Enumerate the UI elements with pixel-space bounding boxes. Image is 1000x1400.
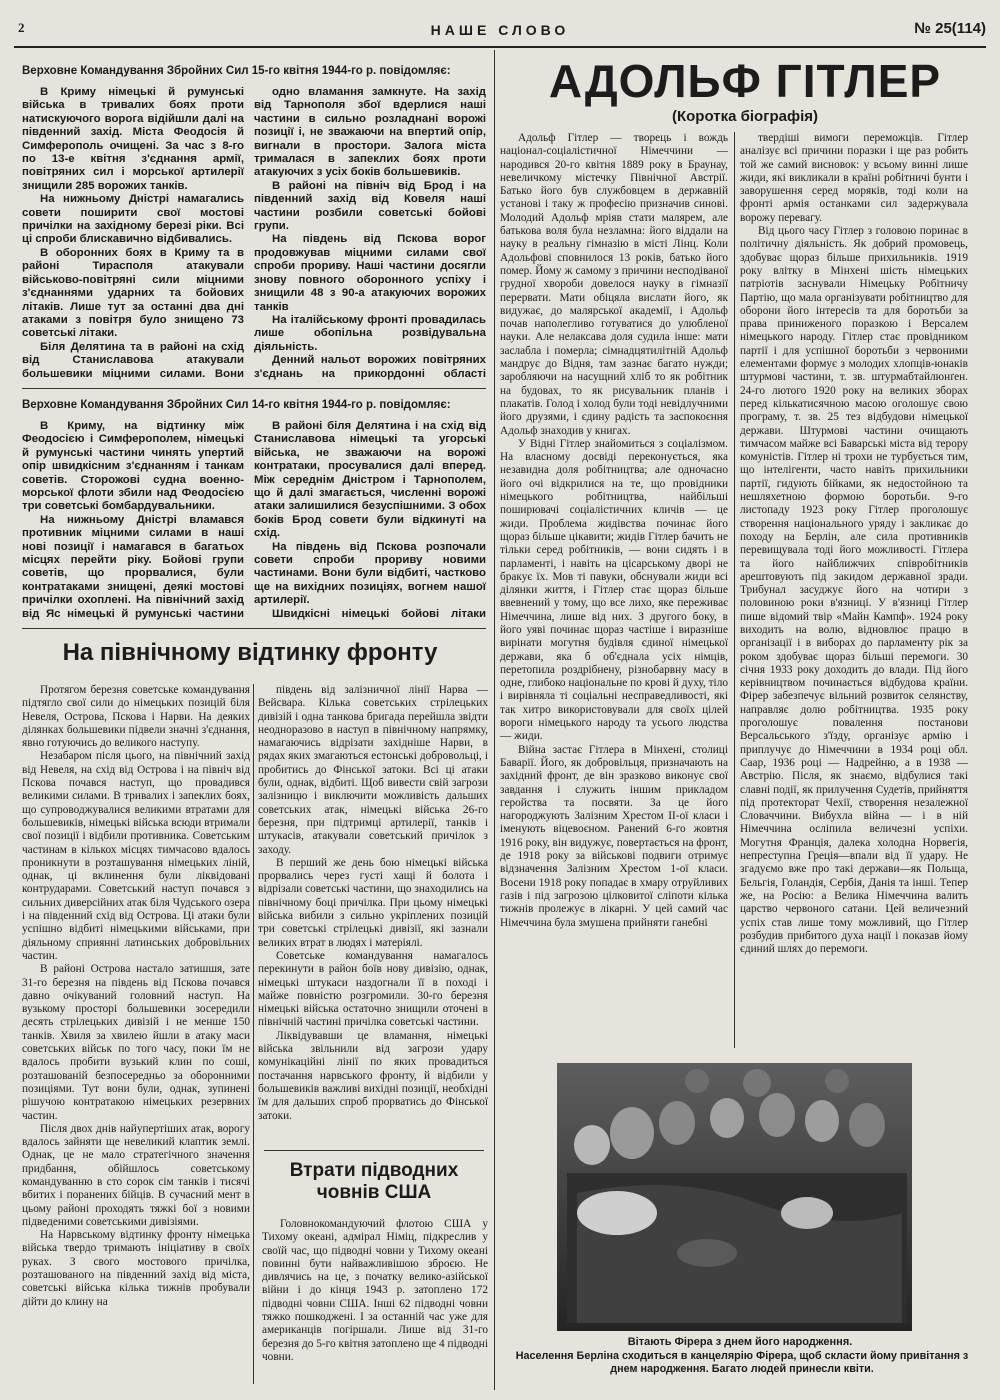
paragraph: південь від залізничної лінії Нарва — Вейсвара. Кілька советських стрілецьких дивізій і одна танкова бригада перейшла звідти неодноразово в наступ в північному напрямку, намагаючись відрізати західніше Нарви, в рядах яких змагаються естонські добровольці, і пробитись до Фінської затоки. Всі ці атаки були, однак, відбиті. Щоб вивести свій загрози залізницю і виключити можливість дальших советських атак, німецькі війська 26-го березня, при підтримці артилерії, танків і штукасів, атакували советський причілок з заходу. [258,684,488,856]
paragraph: Біля Делятина та в районі на схід від Станиславова атакували большевики міцними силами. Вони [22,340,244,380]
report-14-left [22,420,244,620]
crowd-photo [557,1063,912,1331]
submarine-article-body [262,1218,488,1388]
paragraph: Протягом березня советське командування підтягло свої сили до німецьких позицій біля Невеля, Острова, Пскова і Нарви. На деяких ділянках большевики підвели значні з'єднання, явно готуючись до великого наступу. [22,684,250,750]
column-rule [734,132,735,1048]
divider [22,628,486,629]
bio-article-title: АДОЛЬФ ГІТЛЕР [548,55,942,107]
column-rule [494,50,495,1390]
report-14-header: Верховне Командування Збройних Сил 14-го квітня 1944-го р. повідомляє: [22,399,451,411]
paragraph: Незабаром після цього, на північний захід від Невеля, на схід від Острова і на північ від Пскова почався наступ, що провадився великими силами. В тривалих і запеклих боях, що супроводжувалися великими втратами для большевиків, німецькі війська всюди втримали свої позиції і відбили противника. Советським частинам в кількох місцях тимчасово вдалось проникнути в розташування німецьких ліній, однак, ці вклинення були ліквідовані контрударами. Советський наступ почався з сильних диверсійних атак біля Чудського озера і на південний схід від Острова. Ці атаки були успішно відбиті німецькими військами, при діяльному сприянні латинських добровільних частин. [22,750,250,962]
issue-number: № 25(114) [914,20,986,37]
report-15-right [254,86,486,382]
page-number: 2 [18,20,25,35]
paragraph: Ліквідувавши це вламання, німецькі війська звільнили від загрози удару комунікаційні лінії по яких провадиться постачання нарвського фронту, й відбили у большевиків важливі вихідні позиції, необхідні їм для дальших спроб прорватись до Фінської затоки. [258,1029,488,1122]
paragraph: У Відні Гітлер знайомиться з соціалізмом. На власному досвіді переконується, яка незавидна доля робітництва; але одночасно його очі відкрилися на те, що провідники німецького робітництва, найбільші поширювачі соціалістичних кличів — це жиди. Проблема жидівства починає його щораз більше цікавити; жидів Гітлер бачить не тільки серед робітників, — вони сидять і в парламенті, і навіть на цісарському дворі не бракує їх. Мов ті павуки, обснували жиди всі ділянки життя, і Гітлер стає щораз більше ввевнений у тому, що все лихо, яке переживає Німеччина, лише від них. З другого боку, в його уяві починає щораз частіше і виразніше вирінати могутня будівля єдиної німецької держави, яка б об'єднала усіх німців, перетопила роздрібнену, різнобарвну масу в одне, глибоко національне по крові й духу, тіло і вирівняла ті соціальні несправедливості, які так хитро використовували для своїх цілей вороги німецького народу та усього людства — жиди. [500,437,728,743]
paragraph: Советське командування намагалось перекинути в район боїв нову дивізію, однак, німецькі штукаси наздогнали її в поході і майже повністю розгромили. 30-го березня німецькі війська остаточно знищили оточені в північній частині причілка советські частини. [258,949,488,1029]
paragraph: На південь від Пскова розпочали совети спроби прориву новими частинами. Вони були відбиті, частково ще на вихідних позиціях, вогнем нашої артилерії. [254,540,486,607]
paragraph: Швидкісні німецькі бойові літаки [272,607,486,620]
paragraph: одно вламання замкнуте. На захід від Тарнополя збої вдерлися наші частини в сильно розладнані ворожі позиції і, не зважаючи на впертий опір, вигнали в простори. Залога міста трималася в запеклих боях проти атакуючих з усіх боків большевиків. [254,86,486,179]
photo-caption-title: Вітають Фірера з днем його народження. [627,1336,853,1348]
paragraph: В перший же день бою німецькі війська прорвались через густі хащі й болота і відрізали советські частини, що знаходились на північному боці причілка. При цьому німецькі війська вибили з сильно укріплених позицій три советські стрілецькі дивізії, які зазнали великих втрат в людях і матеріялі. [258,856,488,949]
bio-article-subtitle: (Коротка біографія) [671,108,818,125]
paragraph: Головнокомандуючий флотою США у Тихому океані, адмірал Німіц, підкреслив у своїй час, що підводні човни у Тихому океані повинні бути найважливішою зброєю. Не дивлячись на це, з початку велико-азійської війни і до кінця 1943 р. затоплено 172 підводні човни США. Інші 62 підводні човни тяжко пошкоджені. І за останній час уже для американців погіршали. Лише від 31-го березня до 5-го квітня затоплено ще 4 підводні човни. [262,1218,488,1363]
paragraph: На італійському фронті провадилась лише обопільна розвідувальна діяльність. [254,313,486,353]
paragraph: твердіші вимоги переможців. Гітлер аналізує всі причини поразки і ще раз робить той же самий висновок: у всьому винні лише жиди, які викликали в країні робітничі бунти і заворушення серед моряків, тоді коли на фронті армія останками сил задержувала ворожу перевагу. [740,132,968,224]
front-article-col2 [258,684,488,1132]
paragraph: На нижньому Дністрі вламався противник міцними силами в наші нові позиції і намагався в багатьох місцях перейти ріку. Бойові групи советів, що прорвалися, були контратаками знищені, деякі мостові причілки охоплені. На північний захід від Яс німецькі й румунські частини [22,513,244,620]
paragraph: Війна застає Гітлера в Мінхені, столиці Баварії. Його, як добровільця, призначають на західний фронт, де він зразково виконує свої завдання і служить іншим прикладом геройства та посвяти. За це його нагороджують Залізним Хрестом ІІ-ої класи і іменують віцевоєном. Ранений 6-го жовтня 1916 року, він видужує, повертається на фронт, де 1918 року за військові подвиги отримує відзначення Залізним Хрестом 1-ої класи. Восени 1918 року попадає в хмару отруйливих газів і під загрозою цілковитої сліпоти кілька тижнів пролежує в лікарні. У цей самий час Німеччина була змушена прийняти ганебні [500,743,728,929]
paragraph: Від цього часу Гітлер з головою поринає в політичну діяльність. Як добрий промовець, здобуває щораз більше прихильників. 1919 року влітку в Мінхені шість німецьких патріотів заснували Німецьку Робітничу Партію, що мала організувати робітництво для оборони його інтересів та для боротьби за права приниженого поразкою і Версалем німецького народу. Гітлер стає провідником партії і для успішної боротьби з червоними елементами формує з молодих хлопців-юнаків штурмові частини, т. зв. штурмабтайлюнґен. 24-го лютого 1920 року на великих зборах перед кількатисячною масою оголошує свою програму, т. зв. 25 тез відбудови німецької держави. Штурмові частини очищають тимчасом майже всі Баварські міста від терору комуністів. Гітлер ні трохи не турбується тим, що інтелігенти, часто навіть прихильники партії, гидують бійками, як недостойною та нешляхетною формою боротьби. 9-го листопаду 1923 року Гітлер проголошує створення національного уряду і закликає до походу на Берлін, але сила противників перевищувала тоді його можливості. Гітлера та його найближчих співробітників арештовують під закидом державної зради. Трибунал засуджує його на чотири з половиною роки в'язниці. У в'язниці Гітлер пише відомий твір «Майн Кампф». 1924 року виходить на волю, відновлює працю в організації і в виборах до парламенту рік за роком здобуває щораз більші перемоги. 30 січня 1933 року доходить до влади. Під його керівництвом починається відбудова країни. Фірер забезпечує вільний розвиток селянству, направляє долю робітництва. 1935 року проголошує повалення постанови Версальського з'їзду, організує армію і приплучує до Німеччини в 1934 році обл. Саар, 1936 році — Надрейню, а в 1938 — Австрію. Після, як знаємо, відбулися такі славні події, як прилучення Судетів, прийняття під протекторат Чехії, створення незалежної Словаччини. Вибухла війна — і в ній Німеччина осліпила величезні успіхи. Могутня Франція, далека холодна Норвегія, непреступна Греція—впали від її удару. Не згадуємо вже про такі держави—як Польща, Бельгія, Голандія, Сербія, Данія та інші. Тепер же, на Росію: а Велика Німеччина валить царство червоного сатани. Цей величезний успіх став лише тому можливий, що Гітлер розбудив прибитого духа нації і показав йому єдиний шлях до перемоги. [740,225,968,956]
column-rule [253,684,254,1384]
paragraph: В районі біля Делятина і на схід від Станиславова німецькі та угорські війська, не зважаючи на ворожі контратаки, просувалися далі вперед. Між середнім Дністром і Тарнополем, що й далі змагається, численні ворожі атаки залишилися безуспішними. З обох боків Брод совети були відкинуті на схід. [254,420,486,540]
paragraph: В оборонних боях в Криму та в районі Тирасполя атакували військово-повітряні сили міцними з'єднаннями ударних та бойових літаків. Лише тут за останні два дні атаками з повітря було знищено 73 советські літаки. [22,246,244,340]
paragraph: На південь від Пскова ворог продовжував міцними силами свої спроби прориву. Наші частини досягли знову повного оборонного успіху і знищили 48 з 90-а атакуючих ворожих танків [254,233,486,313]
crowd-photo-icon [557,1063,912,1331]
divider [22,388,486,389]
paragraph: Адольф Гітлер — творець і вождь націонал-соціалістичної Німеччини — народився 20-го квітня 1889 року в Браунау, невеличкому містечку Північної Австрії. Батько його був службовцем в державній установі і таку ж професію призначив синові. Молодий Адольф мріяв стати малярем, але батькова воля була незламна: його віддали на науку в реальну гімназію в місті Лінц. Коли Адольфові сповнилося 13 років, батько його помер. Йому ж самому з причини несподіваної грудної хвороби довелося науку в гімназії перервати. Мати обіцяла вислати його, як видужає, до малярської академії, і Адольф почав наполегливо готуватися до улюбленої науки. Але нелаксавa доля судила інше: мати заслабла і померла; сімнадцятилітній Адольф мандрує до Відня, там зазнає багато нужди; заробляючи на насущний хліб то як робітник на будовах, то як рисувальник планів і плакатів. Голод і холод були тоді невідлучними його друзями, і єдину радість та заспокоєння Адольф знаходив у книгах. [500,132,728,437]
photo-caption-text: Населення Берліна сходиться в канцелярію Фірера, щоб скласти йому привітання з днем народження. Багато людей принесли квіти. [515,1350,969,1375]
paragraph: Після двох днів найупертіших атак, ворогу вдалось зайняти ще невеликий клаптик землі. Однак, це не мало стратегічного значення придбання, обійшлось советському командуванню в сто сорок сім танків і тисячі вбитих і поранених бійців. В сучасний мент в цьому районі проходять тяжкі бої з новими підведеними советськими дивізіями. [22,1122,250,1228]
paragraph: В районі Острова настало затишшя, зате 31-го березня на південь від Пскова почався давно очікуваний головний наступ. На вузькому просторі большевики зосередили десять стрілецьких дивізій і не менше 150 танків. Хвиля за хвилею йшли в атаку маси советських військ по того часу, поки їм не вдалось пробити вузький клин по соші, розташованій безпосередньо за оборонними позиціями. Тут вони були, однак, зупинені рішучою контратакою німецьких резервних частин. [22,963,250,1122]
paragraph: На нижньому Дністрі намагались совети поширити свої мостові причілки на західному березі ріки. Всі ці спроби блискавично відбивались. [22,193,244,246]
paragraph: Денний нальот ворожих повітряних з'єднань на прикордонні області [254,354,486,380]
bio-article-col2 [740,132,968,1048]
paragraph: В районі на північ від Брод і на південний захід від Ковеля наші частини розбили советські бойові групи. [254,179,486,233]
front-article-title: На північному відтинку фронту [62,639,438,666]
bio-article-col1 [500,132,728,1048]
divider [264,1150,484,1151]
paragraph: В Криму німецькі й румунські війська в тривалих боях проти натискуючого ворога відійшли далі на південний захід. Міста Феодосія й Симферополь очищені. За час з 8-го по 13-е квітня з'єднання армії, повітряних сил і морської артилерії знищили 285 ворожих танків. [22,86,244,192]
paper-name: НАШЕ СЛОВО [430,22,570,38]
report-14-right [254,420,486,620]
front-article-col1 [22,684,250,1384]
paragraph: На Нарвському відтинку фронту німецька війська твердо тримають ініціативу в своїх руках. З свого мостового причілка, розташованого на південний захід від міста, советські війська кілька тижнів пробували дійти до клину на [22,1229,250,1308]
report-15-header: Верховне Командування Збройних Сил 15-го квітня 1944-го р. повідомляє: [22,65,451,77]
report-15-left [22,86,244,382]
masthead [14,20,986,48]
paragraph: В Криму, на відтинку між Феодосією і Симферополем, німецькі й румунські частини чинять упертий опір швидкісним з'єднанням і танкам советів. Сторожові судна военно-морської флоти збили над Феодосією три советські бомбардувальники. [22,420,244,513]
submarine-article-title: Втрати підводних човнів США [289,1160,459,1203]
